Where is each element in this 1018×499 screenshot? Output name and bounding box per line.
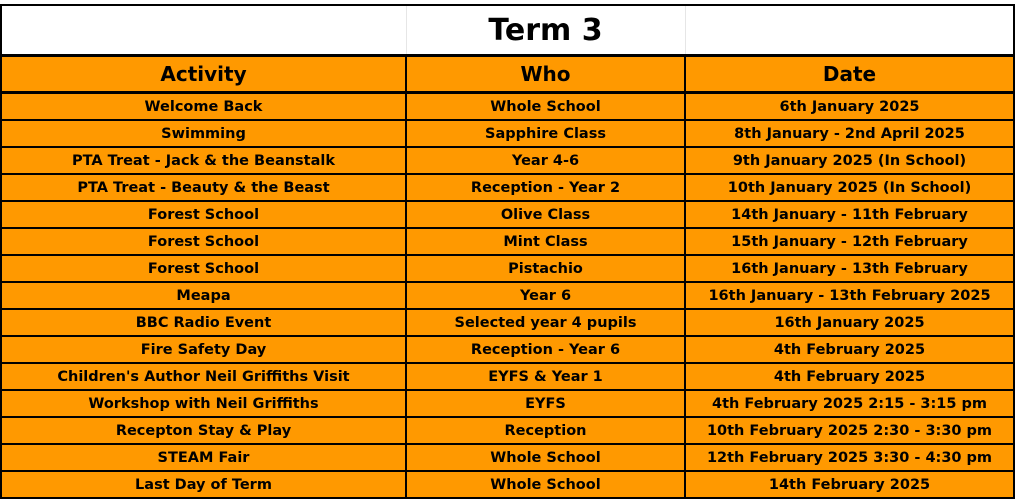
cell-date[interactable]: 10th January 2025 (In School)	[685, 174, 1014, 201]
cell-activity[interactable]: Meapa	[1, 282, 406, 309]
term-schedule-table	[0, 4, 1015, 499]
column-header-activity[interactable]: Activity	[1, 56, 406, 93]
cell-activity[interactable]: STEAM Fair	[1, 444, 406, 471]
cell-who[interactable]: Reception - Year 2	[406, 174, 685, 201]
cell-activity[interactable]: Forest School	[1, 228, 406, 255]
column-header-date[interactable]: Date	[685, 56, 1014, 93]
cell-date[interactable]: 16th January 2025	[685, 309, 1014, 336]
table-row	[1, 174, 1014, 201]
table-row	[1, 444, 1014, 471]
title-cell-blank-right[interactable]	[685, 5, 1014, 56]
column-header-who[interactable]: Who	[406, 56, 685, 93]
page-title[interactable]: Term 3	[406, 5, 685, 56]
cell-date[interactable]: 9th January 2025 (In School)	[685, 147, 1014, 174]
cell-activity[interactable]: Swimming	[1, 120, 406, 147]
table-row	[1, 228, 1014, 255]
cell-date[interactable]: 10th February 2025 2:30 - 3:30 pm	[685, 417, 1014, 444]
table-row	[1, 363, 1014, 390]
cell-date[interactable]: 16th January - 13th February 2025	[685, 282, 1014, 309]
cell-date[interactable]: 4th February 2025	[685, 336, 1014, 363]
cell-who[interactable]: Mint Class	[406, 228, 685, 255]
cell-who[interactable]: EYFS	[406, 390, 685, 417]
table-row	[1, 147, 1014, 174]
cell-date[interactable]: 16th January - 13th February	[685, 255, 1014, 282]
header-row	[1, 56, 1014, 93]
table-row	[1, 282, 1014, 309]
cell-who[interactable]: Whole School	[406, 93, 685, 121]
cell-activity[interactable]: Fire Safety Day	[1, 336, 406, 363]
cell-who[interactable]: Olive Class	[406, 201, 685, 228]
cell-who[interactable]: Whole School	[406, 471, 685, 498]
cell-activity[interactable]: Forest School	[1, 201, 406, 228]
table-row	[1, 336, 1014, 363]
table-row	[1, 417, 1014, 444]
cell-who[interactable]: Reception - Year 6	[406, 336, 685, 363]
cell-activity[interactable]: PTA Treat - Beauty & the Beast	[1, 174, 406, 201]
cell-who[interactable]: Selected year 4 pupils	[406, 309, 685, 336]
cell-activity[interactable]: Recepton Stay & Play	[1, 417, 406, 444]
cell-date[interactable]: 14th February 2025	[685, 471, 1014, 498]
cell-date[interactable]: 4th February 2025	[685, 363, 1014, 390]
table-row	[1, 309, 1014, 336]
cell-date[interactable]: 12th February 2025 3:30 - 4:30 pm	[685, 444, 1014, 471]
table-row	[1, 471, 1014, 498]
cell-date[interactable]: 6th January 2025	[685, 93, 1014, 121]
table-row	[1, 255, 1014, 282]
cell-activity[interactable]: BBC Radio Event	[1, 309, 406, 336]
table-row	[1, 390, 1014, 417]
table-row	[1, 120, 1014, 147]
cell-activity[interactable]: Forest School	[1, 255, 406, 282]
cell-who[interactable]: Year 4-6	[406, 147, 685, 174]
cell-date[interactable]: 8th January - 2nd April 2025	[685, 120, 1014, 147]
table-row	[1, 93, 1014, 121]
title-cell-blank-left[interactable]	[1, 5, 406, 56]
table-row	[1, 201, 1014, 228]
cell-activity[interactable]: Welcome Back	[1, 93, 406, 121]
cell-who[interactable]: Sapphire Class	[406, 120, 685, 147]
cell-who[interactable]: Whole School	[406, 444, 685, 471]
cell-who[interactable]: Reception	[406, 417, 685, 444]
cell-date[interactable]: 14th January - 11th February	[685, 201, 1014, 228]
cell-activity[interactable]: Children's Author Neil Griffiths Visit	[1, 363, 406, 390]
cell-who[interactable]: Pistachio	[406, 255, 685, 282]
cell-who[interactable]: Year 6	[406, 282, 685, 309]
cell-activity[interactable]: PTA Treat - Jack & the Beanstalk	[1, 147, 406, 174]
cell-activity[interactable]: Workshop with Neil Griffiths	[1, 390, 406, 417]
cell-activity[interactable]: Last Day of Term	[1, 471, 406, 498]
title-row	[1, 5, 1014, 56]
cell-who[interactable]: EYFS & Year 1	[406, 363, 685, 390]
cell-date[interactable]: 15th January - 12th February	[685, 228, 1014, 255]
cell-date[interactable]: 4th February 2025 2:15 - 3:15 pm	[685, 390, 1014, 417]
